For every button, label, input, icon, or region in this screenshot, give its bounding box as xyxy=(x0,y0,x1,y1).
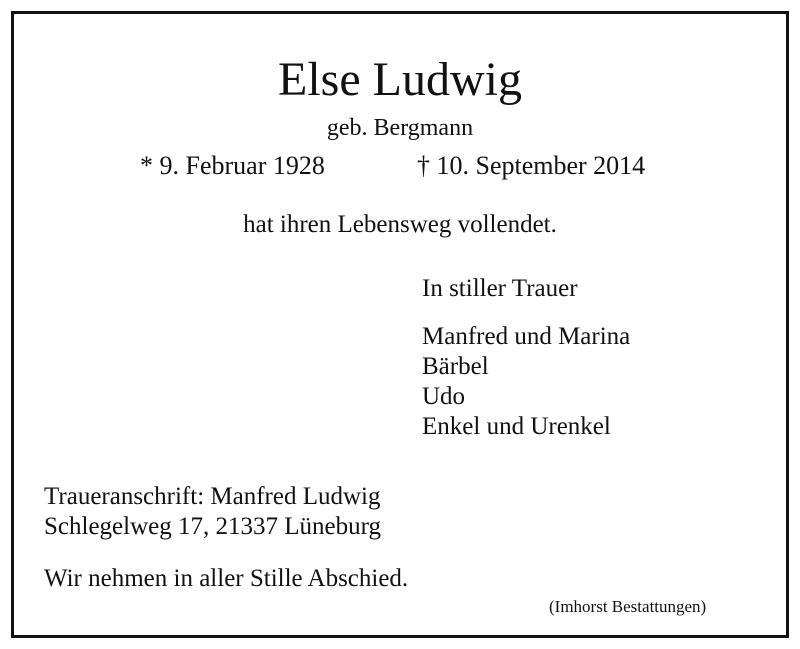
mourner-item: Udo xyxy=(422,383,466,410)
mourners-list xyxy=(422,322,630,442)
death-date: † 10. September 2014 xyxy=(417,151,646,180)
undertaker-credit: (Imhorst Bestattungen) xyxy=(549,597,707,616)
mourning-address-street: Schlegelweg 17, 21337 Lüneburg xyxy=(44,513,381,540)
mourner-item: Manfred und Marina xyxy=(422,323,631,350)
mourner-item: Enkel und Urenkel xyxy=(422,413,611,440)
mourning-address-contact: Traueranschrift: Manfred Ludwig xyxy=(44,483,381,510)
mourning-intro: In stiller Trauer xyxy=(422,275,578,302)
deceased-name: Else Ludwig xyxy=(278,53,522,106)
farewell-statement: Wir nehmen in aller Stille Abschied. xyxy=(44,565,409,592)
mourner-item: Bärbel xyxy=(422,353,489,380)
birth-date: * 9. Februar 1928 xyxy=(140,151,325,180)
life-statement: hat ihren Lebensweg vollendet. xyxy=(243,211,557,238)
maiden-name: geb. Bergmann xyxy=(326,115,474,141)
